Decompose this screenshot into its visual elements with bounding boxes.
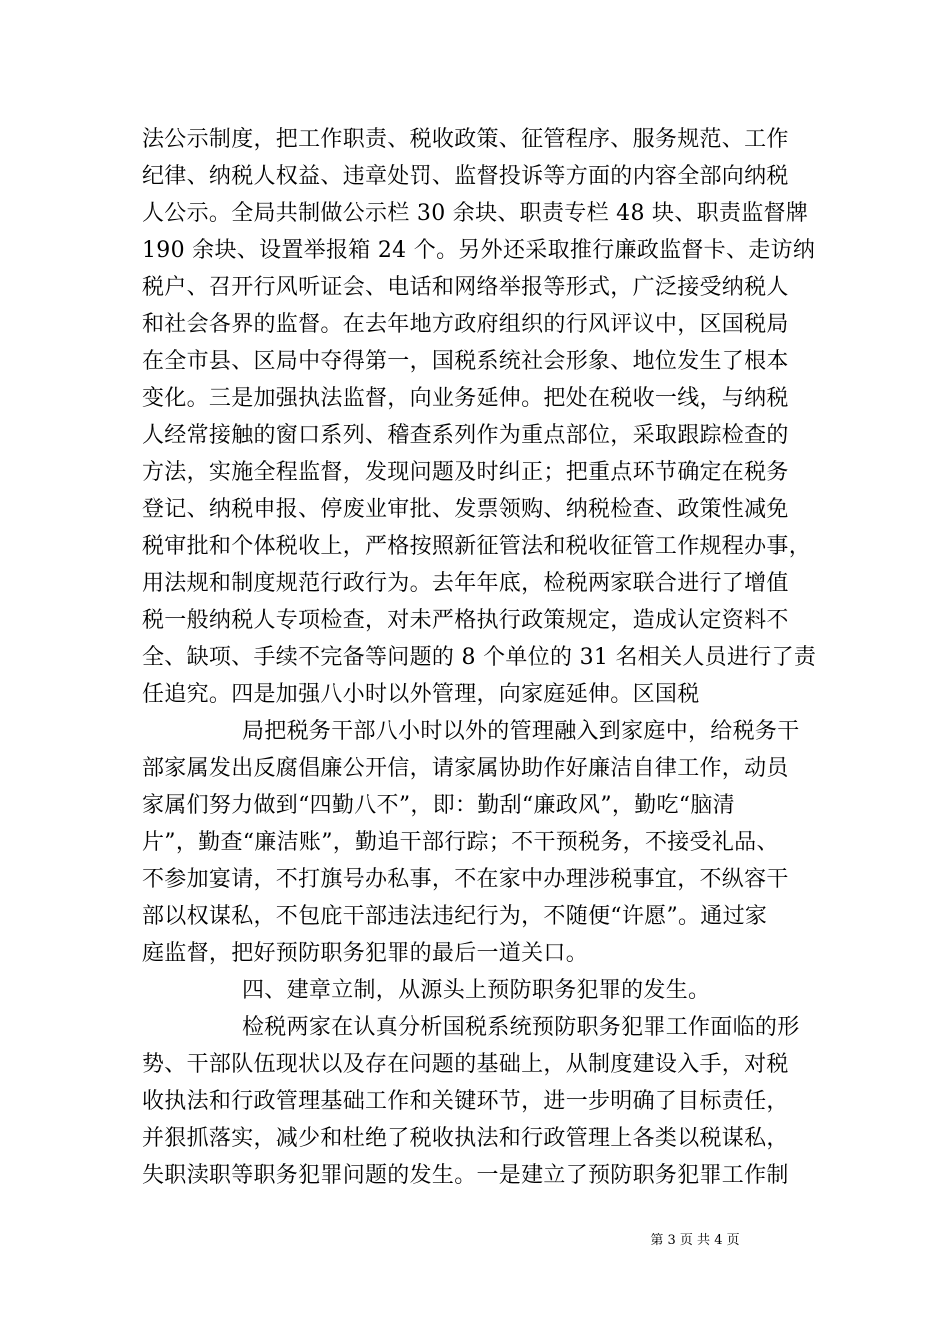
text-line: 税户、召开行风听证会、电话和网络举报等形式，广泛接受纳税人 <box>142 275 789 300</box>
text-line: 局把税务干部八小时以外的管理融入到家庭中，给税务干 <box>242 719 800 744</box>
text-line: 部以权谋私，不包庇干部违法违纪行为，不随便“许愿”。通过家 <box>142 904 768 929</box>
text-line: 并狠抓落实，减少和杜绝了税收执法和行政管理上各类以税谋私， <box>142 1126 789 1151</box>
text-line: 人经常接触的窗口系列、稽查系列作为重点部位，采取跟踪检查的 <box>142 423 789 448</box>
text-line: 190 余块、设置举报箱 24 个。另外还采取推行廉政监督卡、走访纳 <box>142 238 816 263</box>
text-line: 人公示。全局共制做公示栏 30 余块、职责专栏 48 块、职责监督牌 <box>142 201 809 226</box>
text-line: 收执法和行政管理基础工作和关键环节，进一步明确了目标责任， <box>142 1089 789 1114</box>
text-line: 法公示制度，把工作职责、税收政策、征管程序、服务规范、工作 <box>142 127 789 152</box>
text-line: 部家属发出反腐倡廉公开信，请家属协助作好廉洁自律工作，动员 <box>142 756 789 781</box>
text-line: 不参加宴请，不打旗号办私事，不在家中办理涉税事宜，不纵容干 <box>142 867 789 892</box>
text-line: 方法，实施全程监督，发现问题及时纠正；把重点环节确定在税务 <box>142 460 789 485</box>
text-line: 家属们努力做到“四勤八不”，即：勤刮“廉政风”，勤吃“脑清 <box>142 793 735 818</box>
text-line: 用法规和制度规范行政行为。去年年底，检税两家联合进行了增值 <box>142 571 789 596</box>
text-line: 失职渎职等职务犯罪问题的发生。一是建立了预防职务犯罪工作制 <box>142 1163 789 1188</box>
text-line: 纪律、纳税人权益、违章处罚、监督投诉等方面的内容全部向纳税 <box>142 164 789 189</box>
text-line: 全、缺项、手续不完备等问题的 8 个单位的 31 名相关人员进行了责 <box>142 645 817 670</box>
section-heading: 四、建章立制，从源头上预防职务犯罪的发生。 <box>242 978 711 1003</box>
text-line: 庭监督，把好预防职务犯罪的最后一道关口。 <box>142 941 589 966</box>
text-line: 税审批和个体税收上，严格按照新征管法和税收征管工作规程办事， <box>142 534 812 559</box>
text-line: 和社会各界的监督。在去年地方政府组织的行风评议中，区国税局 <box>142 312 789 337</box>
text-line: 任追究。四是加强八小时以外管理，向家庭延伸。区国税 <box>142 682 700 707</box>
text-line: 变化。三是加强执法监督，向业务延伸。把处在税收一线，与纳税 <box>142 386 789 411</box>
text-line: 登记、纳税申报、停废业审批、发票领购、纳税检查、政策性减免 <box>142 497 789 522</box>
text-line: 在全市县、区局中夺得第一，国税系统社会形象、地位发生了根本 <box>142 349 789 374</box>
text-line: 检税两家在认真分析国税系统预防职务犯罪工作面临的形 <box>242 1015 800 1040</box>
text-line: 势、干部队伍现状以及存在问题的基础上，从制度建设入手，对税 <box>142 1052 789 1077</box>
text-line: 片”，勤查“廉洁账”，勤追干部行踪；不干预税务，不接受礼品、 <box>142 830 779 855</box>
text-line: 税一般纳税人专项检查，对未严格执行政策规定，造成认定资料不 <box>142 608 789 633</box>
page-number-footer: 第 3 页 共 4 页 <box>650 1233 740 1248</box>
